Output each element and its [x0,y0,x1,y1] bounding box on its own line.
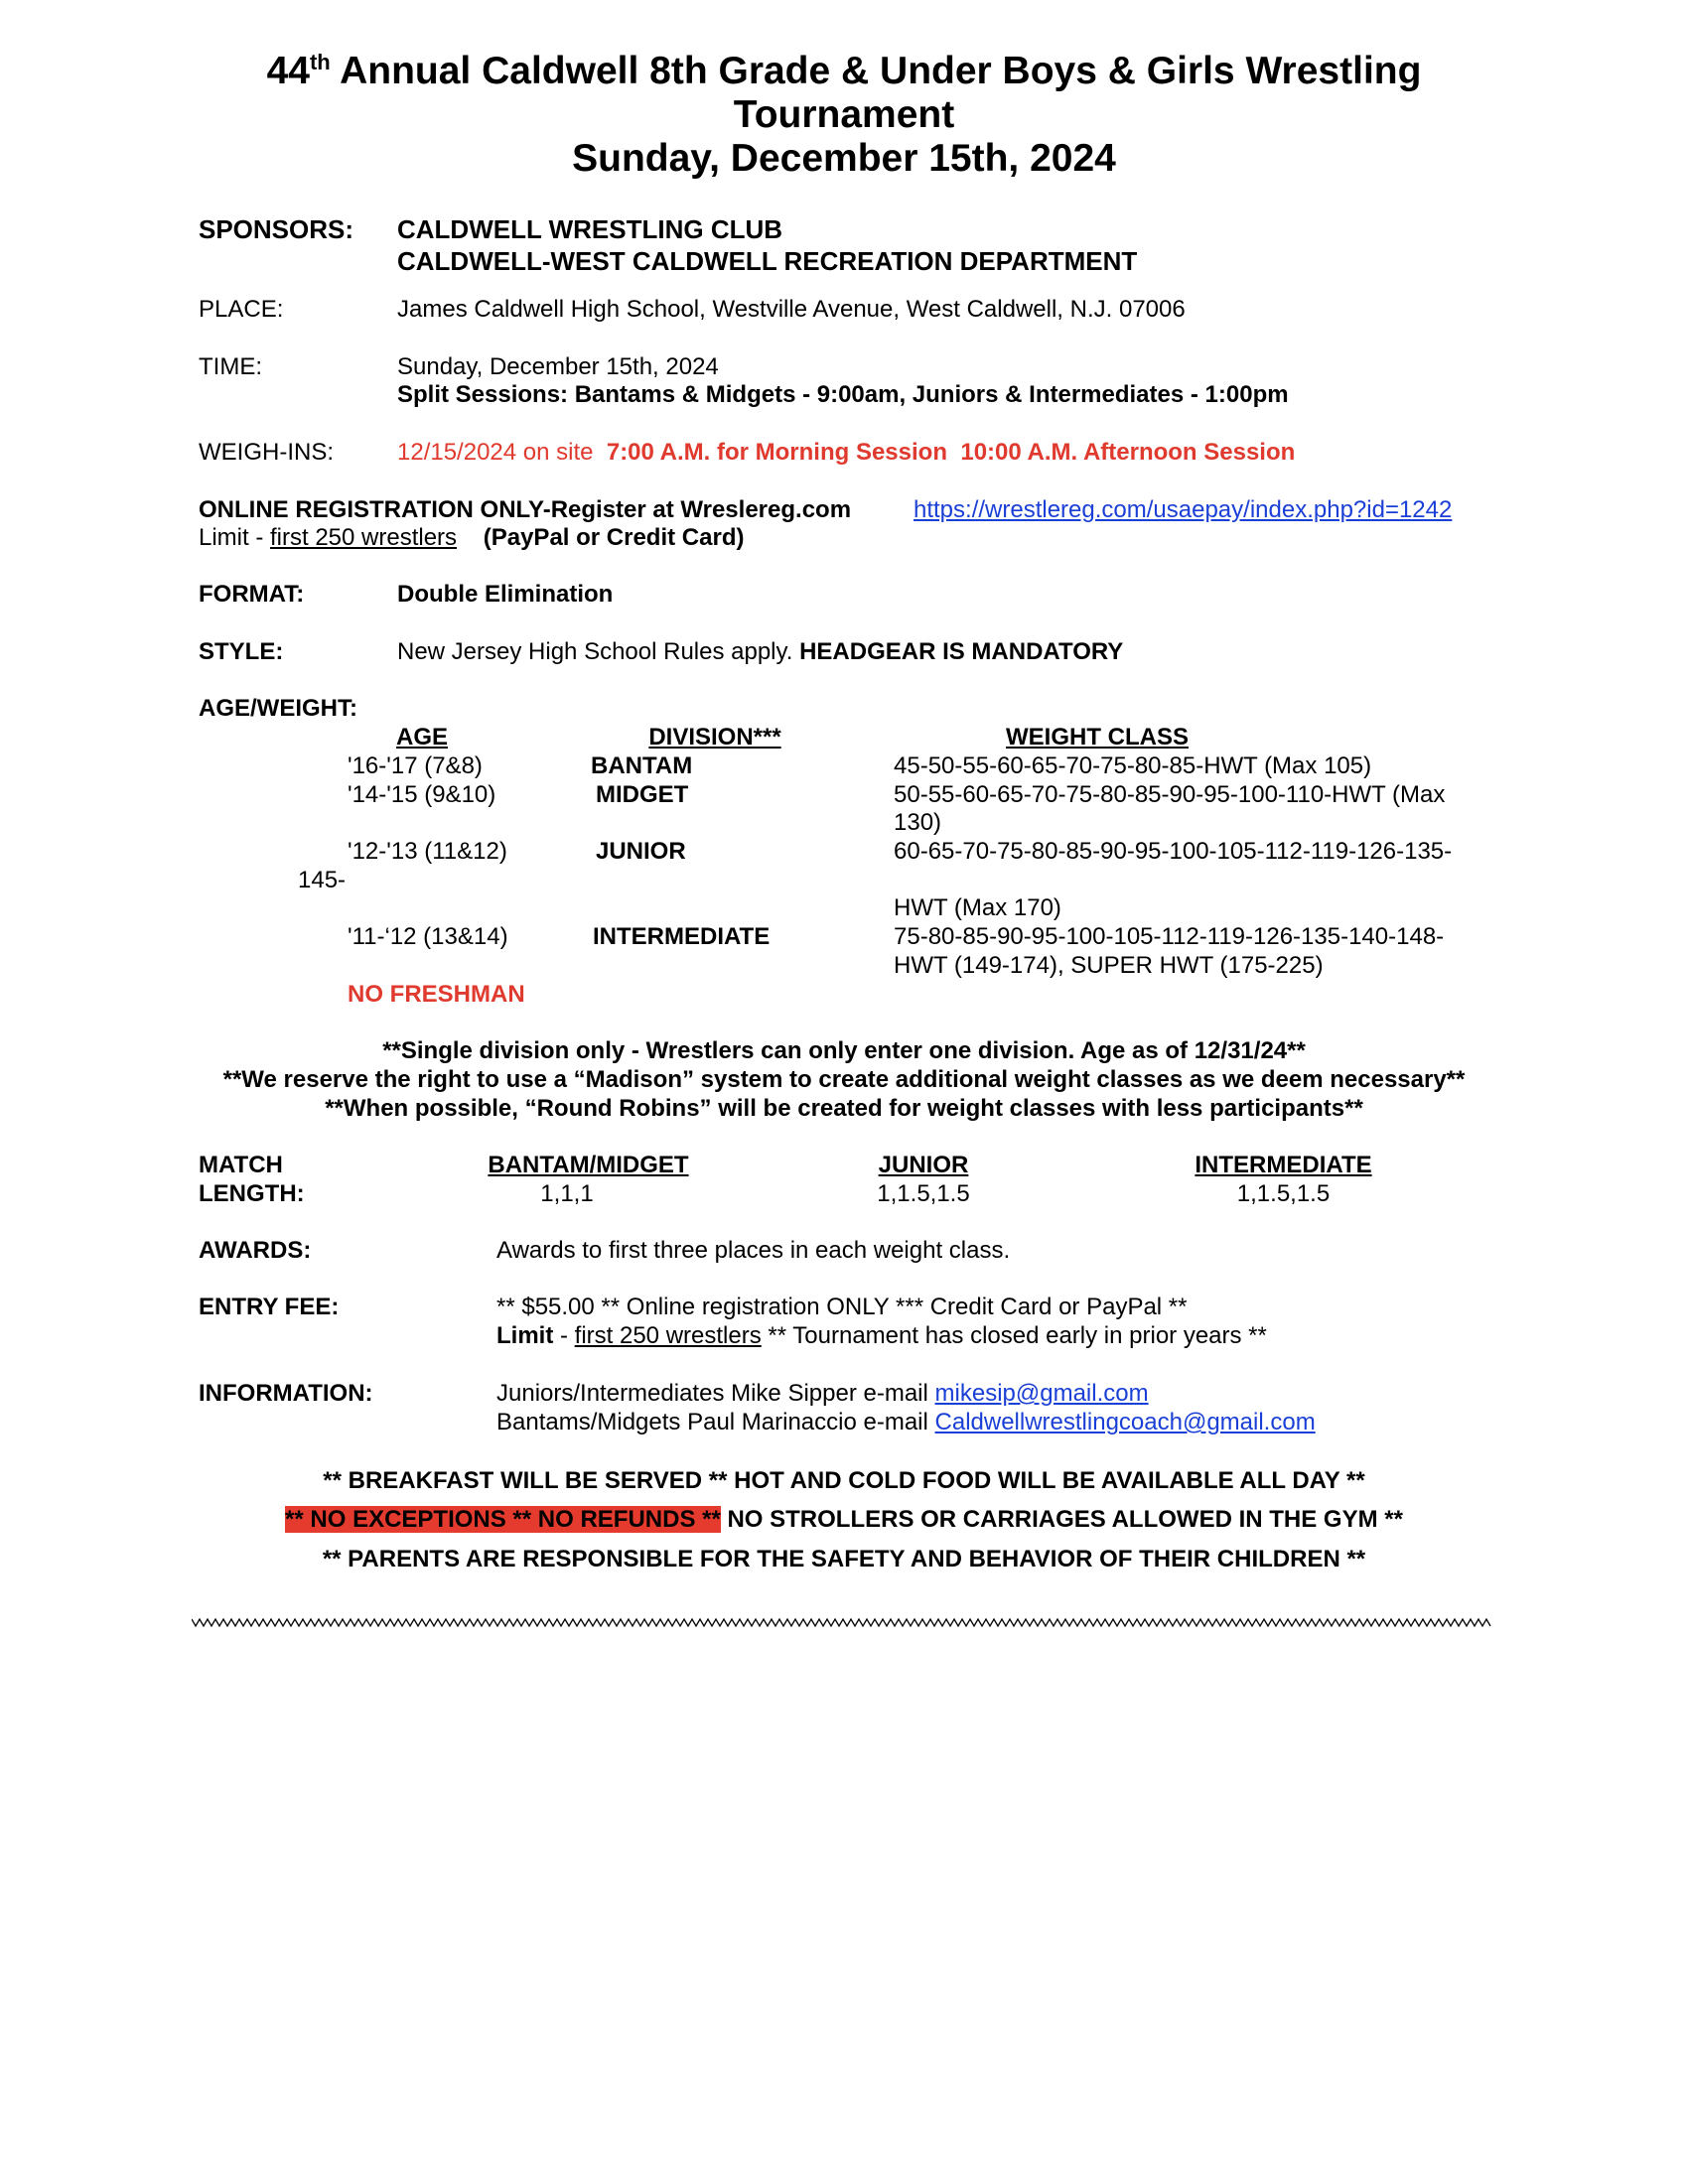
title-line-2: Tournament [733,93,955,136]
weight-row-2-line-2: 130) [894,809,942,836]
time-date: Sunday, December 15th, 2024 [397,353,719,380]
awards-label: AWARDS: [199,1237,312,1264]
email-link-mikesip[interactable]: mikesip@gmail.com [934,1380,1149,1407]
info-bantams-contact: Bantams/Midgets Paul Marinaccio e-mail [496,1409,935,1435]
place-value: James Caldwell High School, Westville Avenue, West Caldwell, N.J. 07006 [397,296,1186,323]
weighins-afternoon: 10:00 A.M. Afternoon Session [960,439,1296,466]
sponsors-label: SPONSORS: [199,214,354,244]
match-value-bantam-midget: 1,1,1 [540,1180,594,1207]
style-value [397,638,1123,666]
division-row-1: BANTAM [591,752,693,779]
match-value-intermediate: 1,1.5,1.5 [1236,1180,1331,1207]
entry-fee-line-2 [496,1322,1267,1350]
headgear-mandatory: HEADGEAR IS MANDATORY [799,638,1124,665]
registration-link[interactable]: https://wrestlereg.com/usaepay/index.php?id=1242 [914,496,1453,523]
age-row-4: '11-‘12 (13&14) [348,923,508,950]
note-single-division: **Single division only - Wrestlers can only enter one division. Age as of 12/31/24** [382,1037,1306,1064]
match-header-junior: JUNIOR [878,1152,969,1178]
no-strollers: NO STROLLERS OR CARRIAGES ALLOWED IN THE GYM ** [720,1506,1403,1533]
title-ordinal: 44 [266,50,310,92]
age-row-2: '14-'15 (9&10) [348,781,496,808]
footer-exceptions-line [0,1506,1688,1534]
note-round-robins: **When possible, “Round Robins” will be created for weight classes with less participants** [325,1095,1363,1122]
weighins-morning: 7:00 A.M. for Morning Session [606,439,947,466]
entry-limit-rest: ** Tournament has closed early in prior years ** [761,1322,1267,1349]
weight-row-3-line-2: HWT (Max 170) [894,894,1061,921]
entry-limit-first-250: first 250 wrestlers [574,1322,762,1349]
email-link-caldwellwrestlingcoach[interactable]: Caldwellwrestlingcoach@gmail.com [934,1409,1316,1435]
limit-prefix: Limit - [199,524,270,551]
format-label: FORMAT: [199,581,305,608]
entry-fee-line-1: ** $55.00 ** Online registration ONLY *** Credit Card or PayPal ** [496,1294,1188,1320]
match-value-junior: 1,1.5,1.5 [877,1180,970,1207]
title-line-1 [0,50,1688,93]
weight-row-3-line-1: 60-65-70-75-80-85-90-95-100-105-112-119-126-135- [894,838,1453,865]
entry-fee-label: ENTRY FEE: [199,1294,340,1320]
weighins-details [397,439,1295,467]
match-header-intermediate: INTERMEDIATE [1195,1152,1372,1178]
note-madison-system: **We reserve the right to use a “Madison” system to create additional weight classes as we deem necessary** [222,1066,1466,1093]
match-length-label-1: MATCH [199,1152,283,1178]
match-length-label-2: LENGTH: [199,1180,305,1207]
weighins-date: 12/15/2024 on site [397,439,594,466]
registration-text: ONLINE REGISTRATION ONLY-Register at Wreslereg.com [199,496,852,523]
awards-value: Awards to first three places in each weight class. [496,1237,1011,1264]
title-ordinal-suffix: th [309,50,331,74]
weight-row-2-line-1: 50-55-60-65-70-75-80-85-90-95-100-110-HWT (Max [894,781,1446,808]
information-line-2 [496,1409,1316,1436]
time-sessions: Split Sessions: Bantams & Midgets - 9:00am, Juniors & Intermediates - 1:00pm [397,381,1289,408]
weight-row-4-line-1: 75-80-85-90-95-100-105-112-119-126-135-140-148- [894,923,1445,950]
header-division: DIVISION*** [648,724,781,751]
age-weight-label: AGE/WEIGHT: [199,695,357,722]
match-header-bantam-midget: BANTAM/MIDGET [488,1152,689,1178]
division-row-4: INTERMEDIATE [593,923,771,950]
info-juniors-contact: Juniors/Intermediates Mike Sipper e-mail [496,1380,935,1407]
information-line-1 [496,1380,1149,1408]
weighins-label: WEIGH-INS: [199,439,334,466]
information-label: INFORMATION: [199,1380,373,1407]
weight-row-4-line-2: HWT (149-174), SUPER HWT (175-225) [894,952,1324,979]
sponsor-1: CALDWELL WRESTLING CLUB [397,214,783,244]
division-row-3: JUNIOR [596,838,686,865]
footer-parents: ** PARENTS ARE RESPONSIBLE FOR THE SAFETY AND BEHAVIOR OF THEIR CHILDREN ** [322,1546,1366,1572]
weight-row-3-overflow: 145- [298,867,347,893]
place-label: PLACE: [199,296,284,323]
style-rules: New Jersey High School Rules apply. [397,638,800,665]
age-row-3: '12-'13 (11&12) [348,838,507,865]
age-row-1: '16-'17 (7&8) [348,752,483,779]
division-row-2: MIDGET [596,781,689,808]
header-weight-class: WEIGHT CLASS [1006,724,1189,751]
payment-methods: (PayPal or Credit Card) [483,524,745,551]
entry-limit-bold: Limit [496,1322,554,1349]
time-label: TIME: [199,353,262,380]
weight-row-1: 45-50-55-60-65-70-75-80-85-HWT (Max 105) [894,752,1372,779]
header-age: AGE [395,724,448,751]
sponsor-2: CALDWELL-WEST CALDWELL RECREATION DEPARTMENT [397,246,1138,276]
no-freshman-note: NO FRESHMAN [348,981,525,1008]
registration-limit [199,524,744,552]
zigzag-divider [192,1616,1492,1630]
title-line1-rest: Annual Caldwell 8th Grade & Under Boys & Girls Wrestling [330,50,1422,92]
style-label: STYLE: [199,638,284,665]
title-line-3: Sunday, December 15th, 2024 [572,137,1116,180]
format-value: Double Elimination [397,581,614,608]
no-refunds-highlight: ** NO EXCEPTIONS ** NO REFUNDS ** [285,1506,721,1533]
entry-limit-dash: - [553,1322,575,1349]
limit-first-250: first 250 wrestlers [270,524,458,551]
footer-breakfast: ** BREAKFAST WILL BE SERVED ** HOT AND COLD FOOD WILL BE AVAILABLE ALL DAY ** [323,1467,1365,1494]
